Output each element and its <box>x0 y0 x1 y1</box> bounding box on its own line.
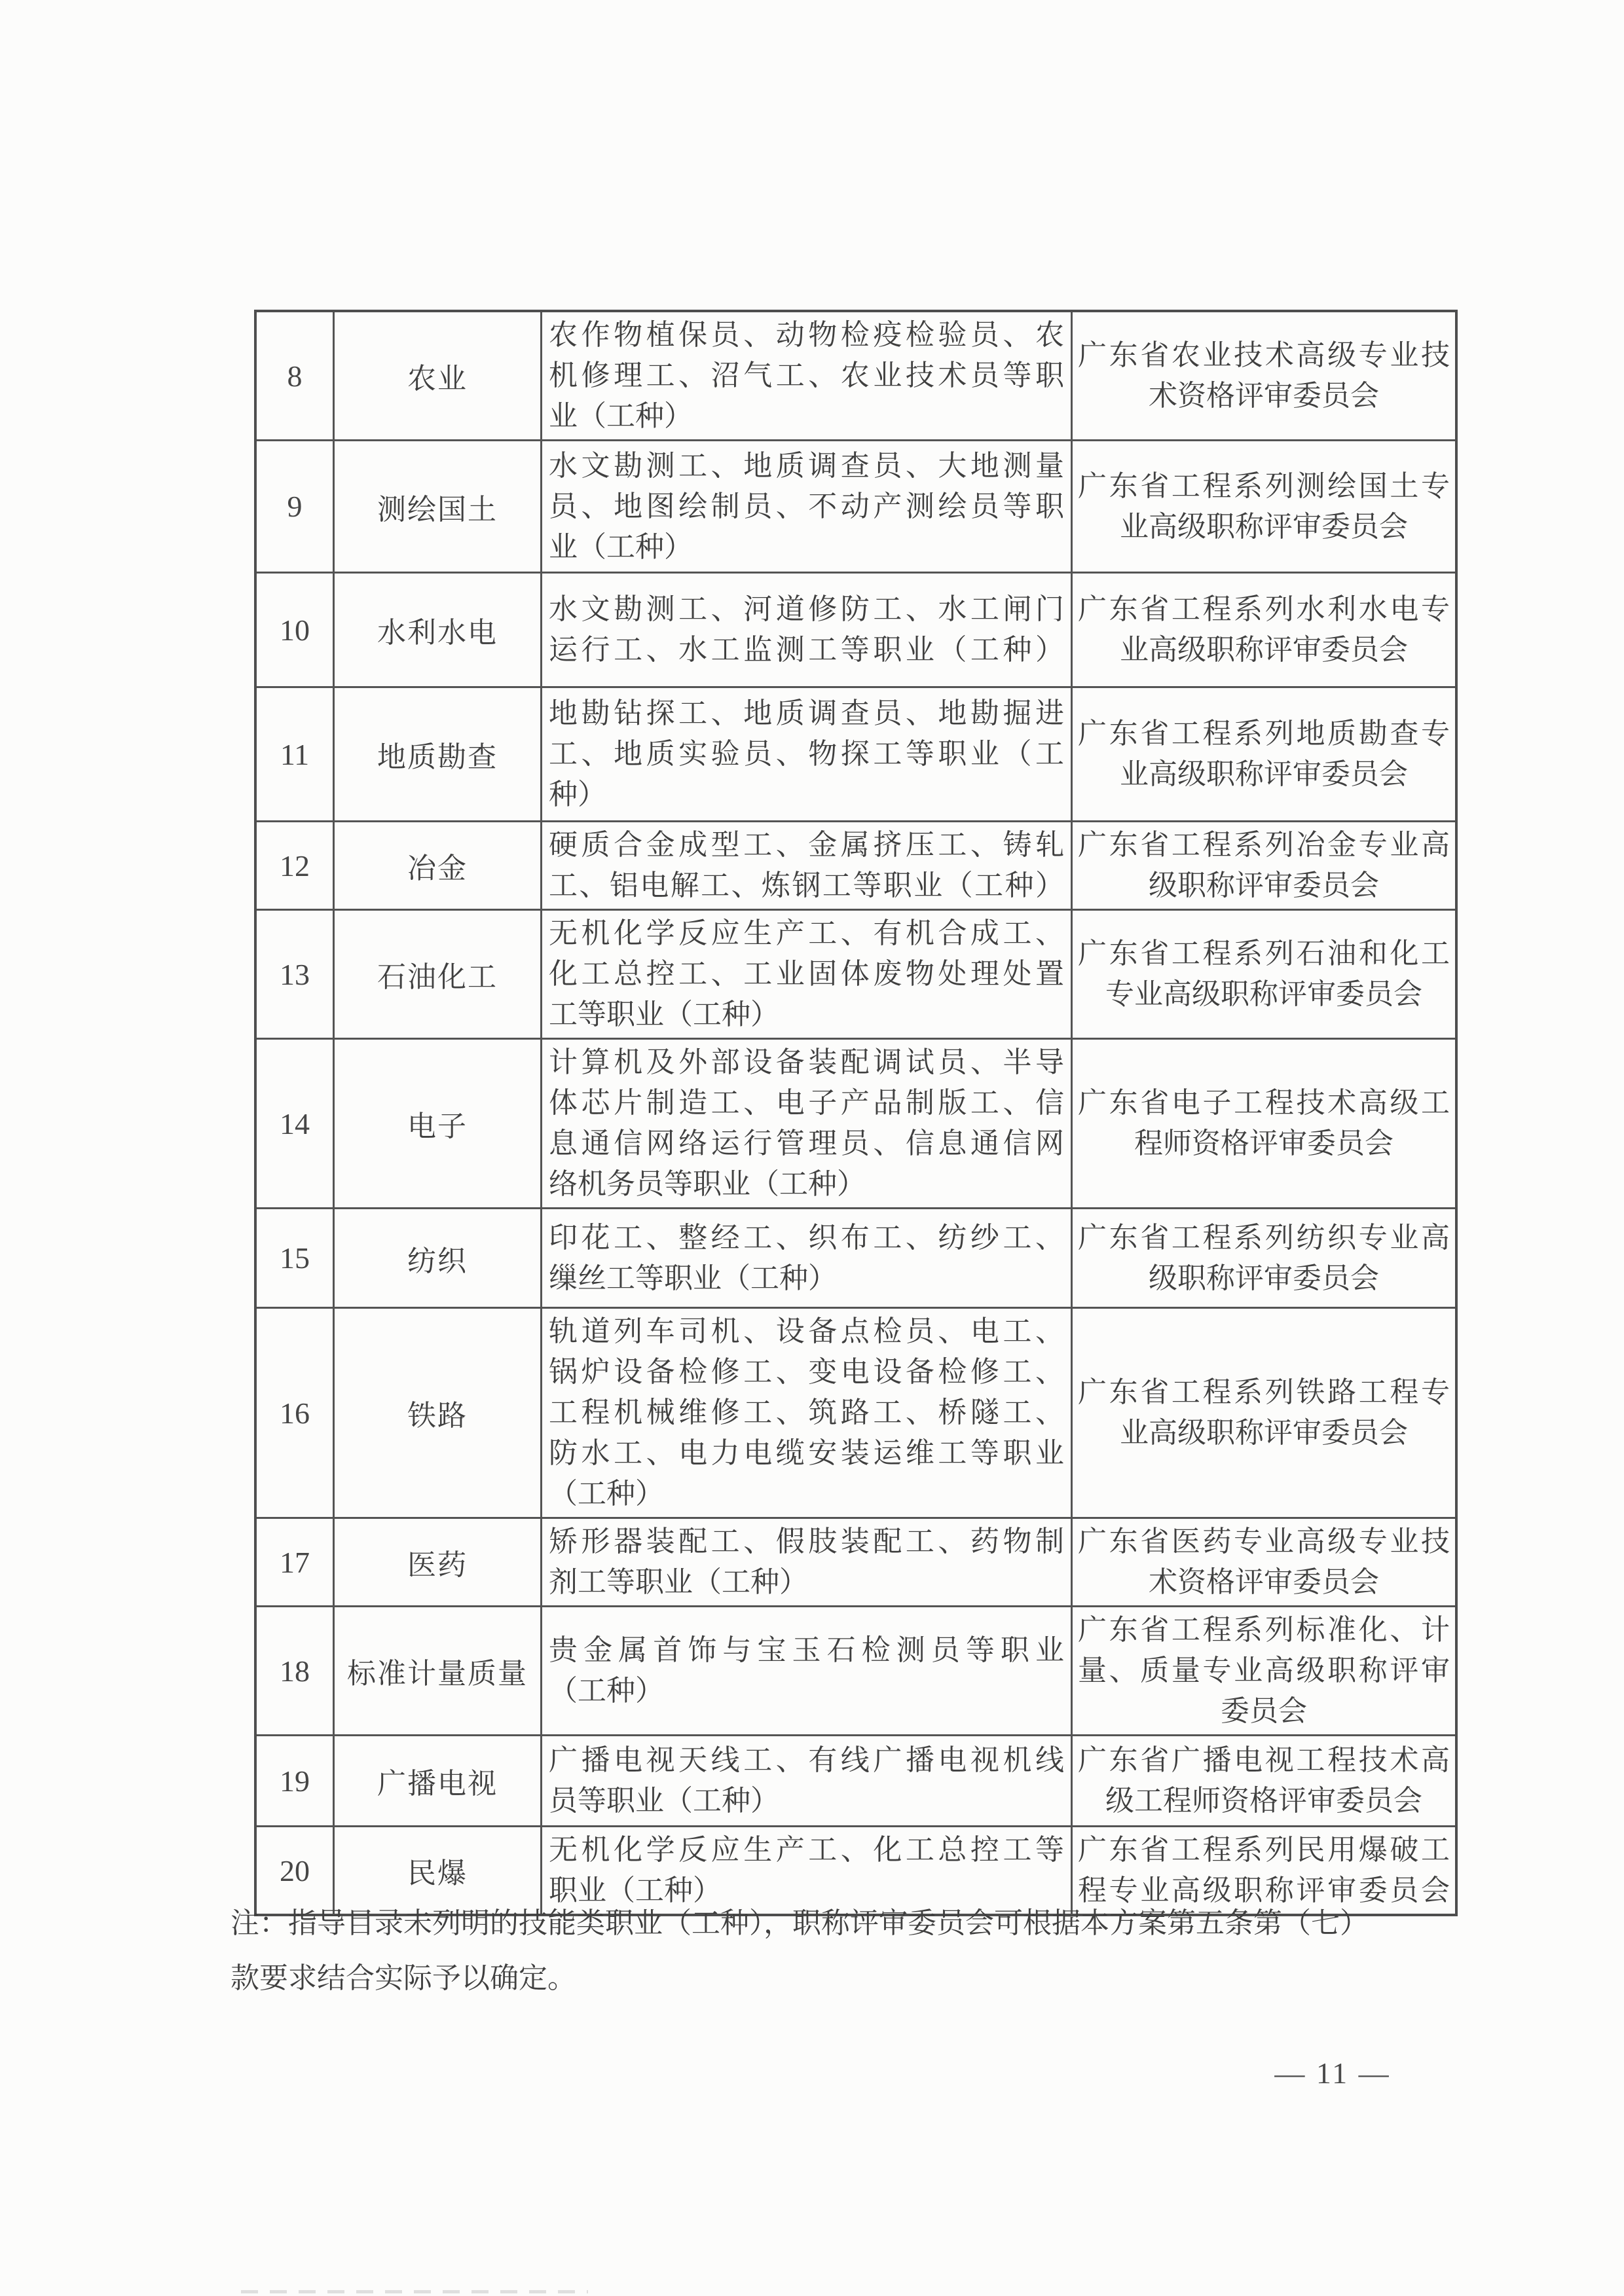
committee-text-line: 级职称评审委员会 <box>1149 1262 1379 1294</box>
scan-artifact-smudge <box>241 2290 588 2293</box>
committee-text-line: 业高级职称评审委员会 <box>1120 510 1408 543</box>
occupation-text-line: 化工总控工、工业固体废物处理处置 <box>549 958 1064 990</box>
occupations-cell <box>542 910 1072 1039</box>
occupation-text-line: 计算机及外部设备装配调试员、半导 <box>549 1046 1064 1078</box>
committee-text-line: 广东省工程系列石油和化工 <box>1078 938 1450 970</box>
committee-text-line: 术资格评审委员会 <box>1149 380 1379 412</box>
category-cell: 电子 <box>334 1039 542 1209</box>
row-number-cell: 8 <box>255 311 334 441</box>
committee-cell <box>1072 1039 1457 1209</box>
occupation-text-line: 业（工种） <box>549 400 693 432</box>
committee-text-line: 广东省医药专业高级专业技 <box>1078 1525 1450 1558</box>
occupation-text-line: 地勘钻探工、地质调查员、地勘掘进 <box>549 697 1064 729</box>
table-row <box>255 687 1456 822</box>
occupation-text-line: 业（工种） <box>549 530 693 563</box>
category-cell: 民爆 <box>334 1827 542 1916</box>
committee-cell <box>1072 687 1457 822</box>
committee-cell <box>1072 1209 1457 1308</box>
committee-text-line: 量、质量专业高级职称评审 <box>1078 1654 1450 1686</box>
table-row <box>255 311 1456 441</box>
occupation-text-line: 体芯片制造工、电子产品制版工、信 <box>549 1087 1064 1119</box>
table-row <box>255 1039 1456 1209</box>
table-row <box>255 1607 1456 1736</box>
committee-text-line: 广东省工程系列民用爆破工 <box>1078 1834 1450 1866</box>
table-body <box>255 311 1456 1915</box>
occupation-text-line: 矫形器装配工、假肢装配工、药物制 <box>549 1525 1064 1558</box>
committee-text-line: 广东省工程系列纺织专业高 <box>1078 1221 1450 1254</box>
committee-cell <box>1072 311 1457 441</box>
occupation-text-line: 硬质合金成型工、金属挤压工、铸轧 <box>549 829 1064 861</box>
row-number-cell: 14 <box>255 1039 334 1209</box>
committee-text-line: 级工程师资格评审委员会 <box>1105 1785 1422 1817</box>
footnote <box>231 1896 1409 2006</box>
table-row <box>255 1518 1456 1607</box>
occupation-text-line: 工、铝电解工、炼钢工等职业（工种） <box>549 869 1064 902</box>
category-cell: 冶金 <box>334 822 542 910</box>
occupation-text-line: 无机化学反应生产工、有机合成工、 <box>549 917 1064 949</box>
committee-cell <box>1072 1518 1457 1607</box>
category-cell: 水利水电 <box>334 573 542 687</box>
table-row <box>255 822 1456 910</box>
committee-text-line: 业高级职称评审委员会 <box>1120 1417 1408 1449</box>
occupations-cell <box>542 1209 1072 1308</box>
committee-cell <box>1072 1607 1457 1736</box>
committee-cell <box>1072 822 1457 910</box>
committee-text-line: 程专业高级职称评审委员会 <box>1078 1874 1450 1906</box>
occupations-cell <box>542 311 1072 441</box>
committee-text-line: 级职称评审委员会 <box>1149 869 1379 902</box>
occupation-text-line: 锅炉设备检修工、变电设备检修工、 <box>549 1356 1064 1388</box>
committee-cell <box>1072 1308 1457 1518</box>
occupations-cell <box>542 1039 1072 1209</box>
occupation-text-line: 轨道列车司机、设备点检员、电工、 <box>549 1315 1064 1347</box>
committee-cell <box>1072 1736 1457 1827</box>
committee-text-line: 业高级职称评审委员会 <box>1120 634 1408 666</box>
category-cell: 纺织 <box>334 1209 542 1308</box>
row-number-cell: 10 <box>255 573 334 687</box>
committee-text-line: 广东省农业技术高级专业技 <box>1078 339 1450 371</box>
category-cell: 标准计量质量 <box>334 1607 542 1736</box>
table-row <box>255 1209 1456 1308</box>
committee-cell <box>1072 910 1457 1039</box>
category-cell: 测绘国土 <box>334 441 542 573</box>
committee-text-line: 广东省工程系列地质勘查专 <box>1078 718 1450 750</box>
occupation-text-line: （工种） <box>549 1478 664 1510</box>
occupation-text-line: 印花工、整经工、织布工、纺纱工、 <box>549 1221 1064 1254</box>
committee-text-line: 程师资格评审委员会 <box>1134 1127 1393 1159</box>
occupations-cell <box>542 1308 1072 1518</box>
table-row <box>255 910 1456 1039</box>
footnote-line-2: 款要求结合实际予以确定。 <box>231 1962 576 1994</box>
table-row <box>255 1308 1456 1518</box>
committee-text-line: 专业高级职称评审委员会 <box>1105 978 1422 1010</box>
row-number-cell: 11 <box>255 687 334 822</box>
committee-text-line: 广东省工程系列测绘国土专 <box>1078 469 1450 502</box>
committee-text-line: 业高级职称评审委员会 <box>1120 758 1408 790</box>
row-number-cell: 9 <box>255 441 334 573</box>
occupation-text-line: 机修理工、沼气工、农业技术员等职 <box>549 359 1064 392</box>
committee-text-line: 广东省电子工程技术高级工 <box>1078 1087 1450 1119</box>
occupation-text-line: 剂工等职业（工种） <box>549 1566 808 1598</box>
committee-cell <box>1072 441 1457 573</box>
committee-text-line: 广东省工程系列铁路工程专 <box>1078 1376 1450 1408</box>
committee-text-line: 术资格评审委员会 <box>1149 1566 1379 1598</box>
row-number-cell: 15 <box>255 1209 334 1308</box>
occupation-text-line: 水文勘测工、地质调查员、大地测量 <box>549 449 1064 482</box>
row-number-cell: 13 <box>255 910 334 1039</box>
occupation-text-line: 工程机械维修工、筑路工、桥隧工、 <box>549 1396 1064 1429</box>
occupation-text-line: 职业（工种） <box>549 1874 722 1906</box>
row-number-cell: 19 <box>255 1736 334 1827</box>
occupation-text-line: 水文勘测工、河道修防工、水工闸门 <box>549 593 1064 625</box>
row-number-cell: 16 <box>255 1308 334 1518</box>
row-number-cell: 20 <box>255 1827 334 1916</box>
occupations-cell <box>542 822 1072 910</box>
row-number-cell: 12 <box>255 822 334 910</box>
row-number-cell: 18 <box>255 1607 334 1736</box>
occupation-text-line: 络机务员等职业（工种） <box>549 1168 866 1200</box>
occupation-text-line: 员、地图绘制员、不动产测绘员等职 <box>549 490 1064 522</box>
occupations-cell <box>542 573 1072 687</box>
occupation-text-line: 贵金属首饰与宝玉石检测员等职业 <box>549 1634 1064 1666</box>
committee-text-line: 广东省广播电视工程技术高 <box>1078 1744 1450 1776</box>
occupation-text-line: 息通信网络运行管理员、信息通信网 <box>549 1127 1064 1159</box>
occupations-cell <box>542 687 1072 822</box>
occupation-text-line: 缫丝工等职业（工种） <box>549 1262 837 1294</box>
occupation-text-line: 工、地质实验员、物探工等职业（工 <box>549 738 1064 770</box>
footnote-line-1: 注：指导目录未列明的技能类职业（工种），职称评审委员会可根据本方案第五条第（七） <box>231 1907 1369 1939</box>
occupations-cell <box>542 1736 1072 1827</box>
occupation-text-line: 员等职业（工种） <box>549 1785 779 1817</box>
occupation-text-line: 防水工、电力电缆安装运维工等职业 <box>549 1437 1064 1469</box>
table-row <box>255 441 1456 573</box>
occupation-text-line: 农作物植保员、动物检疫检验员、农 <box>549 319 1064 351</box>
category-cell: 石油化工 <box>334 910 542 1039</box>
category-cell: 地质勘查 <box>334 687 542 822</box>
occupation-text-line: （工种） <box>549 1675 664 1707</box>
occupations-cell <box>542 1607 1072 1736</box>
occupation-text-line: 种） <box>549 778 606 811</box>
occupations-cell <box>542 441 1072 573</box>
occupation-text-line: 工等职业（工种） <box>549 998 779 1030</box>
occupation-text-line: 广播电视天线工、有线广播电视机线 <box>549 1744 1064 1776</box>
occupation-committee-table <box>254 310 1458 1916</box>
row-number-cell: 17 <box>255 1518 334 1607</box>
category-cell: 医药 <box>334 1518 542 1607</box>
category-cell: 农业 <box>334 311 542 441</box>
occupation-text-line: 运行工、水工监测工等职业（工种） <box>549 634 1064 666</box>
table-row <box>255 1736 1456 1827</box>
committee-cell <box>1072 573 1457 687</box>
committee-text-line: 广东省工程系列冶金专业高 <box>1078 829 1450 861</box>
category-cell: 铁路 <box>334 1308 542 1518</box>
committee-text-line: 广东省工程系列水利水电专 <box>1078 593 1450 625</box>
committee-text-line: 委员会 <box>1221 1695 1307 1727</box>
table-row <box>255 573 1456 687</box>
page-number: — 11 — <box>1274 2056 1391 2090</box>
category-cell: 广播电视 <box>334 1736 542 1827</box>
committee-text-line: 广东省工程系列标准化、计 <box>1078 1614 1450 1646</box>
occupation-text-line: 无机化学反应生产工、化工总控工等 <box>549 1834 1064 1866</box>
occupations-cell <box>542 1518 1072 1607</box>
